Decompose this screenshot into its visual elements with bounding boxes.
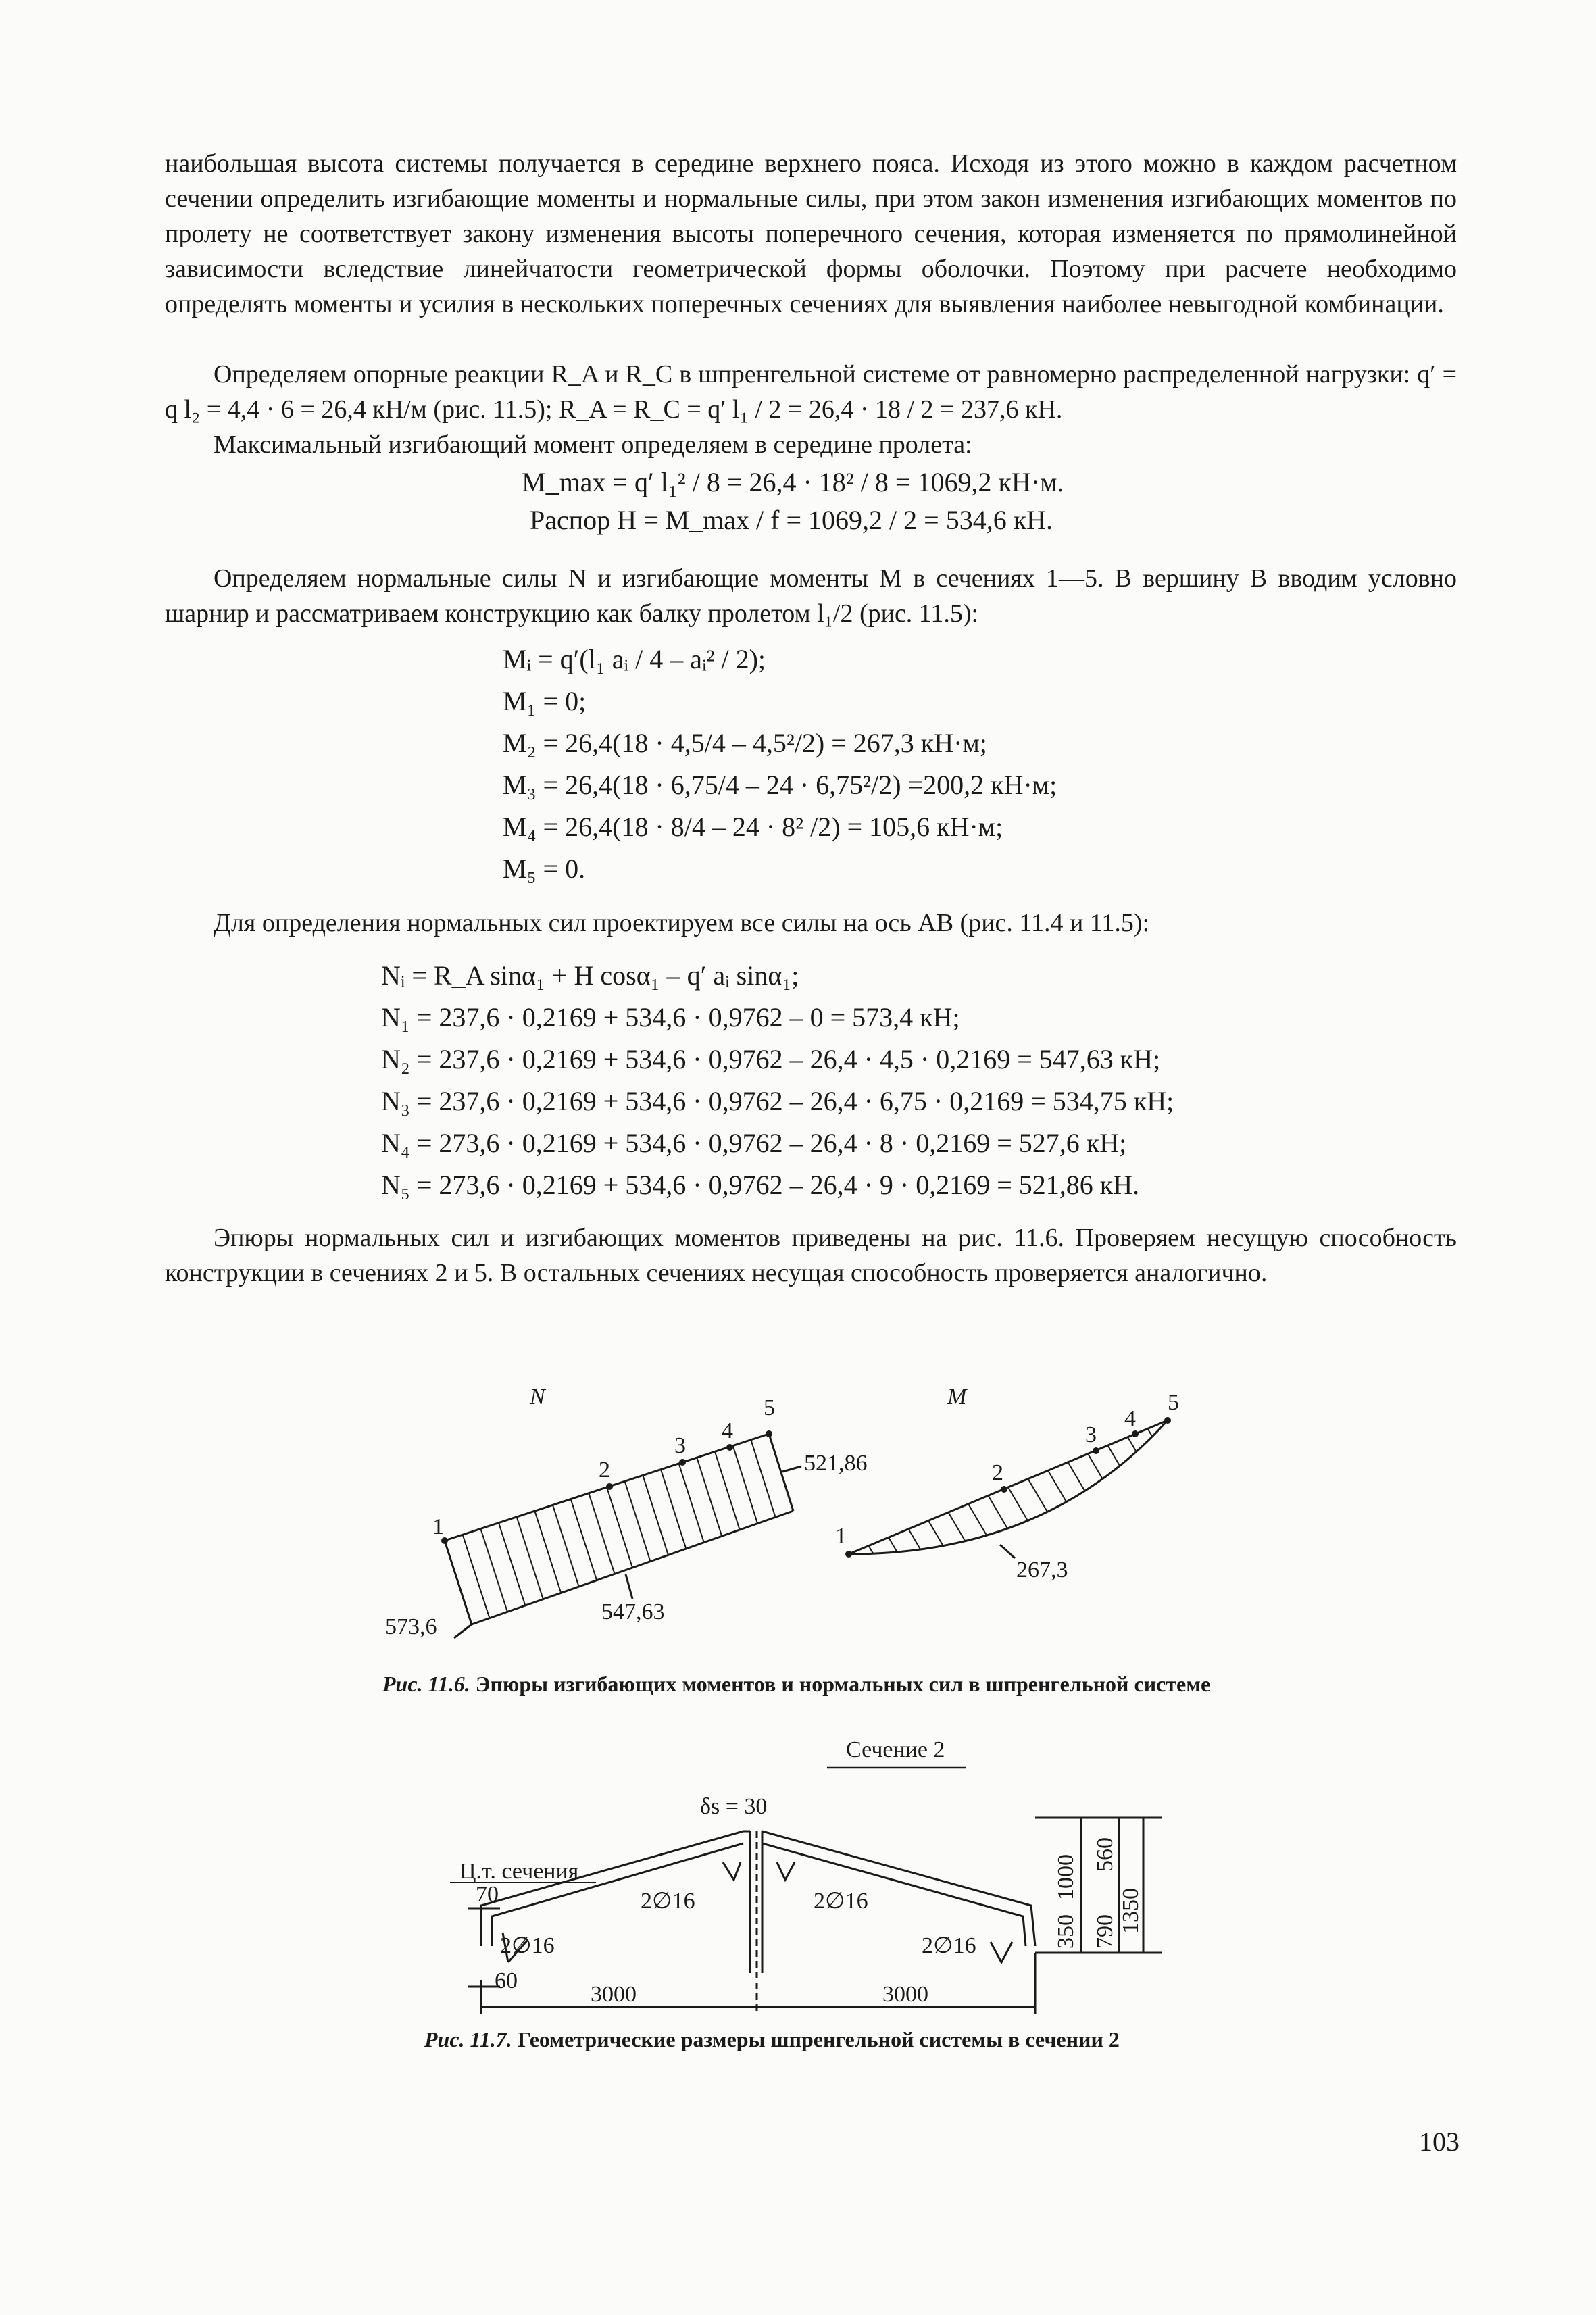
m-hatch-line xyxy=(989,1495,1008,1528)
m-value-leader xyxy=(1000,1545,1015,1558)
n-title: N xyxy=(530,1385,545,1410)
n-point-5 xyxy=(766,1430,772,1437)
paragraph-3: Максимальный изгибающий момент определяем в середине пролета: xyxy=(214,430,972,459)
n-hatch-line xyxy=(589,1493,614,1574)
formula-force-general: Nᵢ = R_A sinα₁ + H cosα₁ – q′ aᵢ sinα₁; xyxy=(381,960,799,991)
rebar-center-right-label: 2∅16 xyxy=(814,1889,868,1914)
m-point-2 xyxy=(1001,1486,1007,1493)
n-point-3 xyxy=(679,1459,686,1466)
n-right-leader xyxy=(782,1466,801,1472)
figure-11-7-caption-text: Геометрические размеры шпренгельной системы в сечении 2 xyxy=(517,2027,1120,2051)
paragraph-4: Определяем нормальные силы N и изгибающие моменты M в сечениях 1—5. В вершину B вводим условно шарнир и рассматриваем конструкцию как балку пролетом l₁/2 (рис. 11.5): xyxy=(165,564,1457,628)
formula-moment-4: M₄ = 26,4(18 · 8/4 – 24 · 8² /2) = 105,6 кН·м; xyxy=(503,812,1003,842)
n-label-1: 1 xyxy=(432,1514,444,1539)
m-label-1: 1 xyxy=(835,1524,847,1549)
center-left-hook xyxy=(723,1862,741,1880)
m-hatch-line xyxy=(1008,1487,1028,1521)
formula-raspor: Распор H = M_max / f = 1069,2 / 2 = 534,6 кН. xyxy=(530,505,1053,535)
n-point-2 xyxy=(606,1483,613,1490)
paragraph-6: Эпюры нормальных сил и изгибающих моментов приведены на рис. 11.6. Проверяем несущую способность конструкции в сечениях 2 и 5. В остальных сечениях несущая способность проверяется аналогично. xyxy=(165,1224,1457,1287)
formula-force-3: N₃ = 237,6 · 0,2169 + 534,6 · 0,9762 – 26,4 · 6,75 · 0,2169 = 534,75 кН; xyxy=(381,1086,1174,1116)
m-hatch-line xyxy=(968,1504,987,1535)
n-right-edge xyxy=(769,1434,793,1511)
n-hatch-line xyxy=(517,1517,543,1599)
n-hatch-line xyxy=(607,1487,632,1568)
m-hatch-line xyxy=(1088,1454,1103,1479)
m-hatch-line xyxy=(869,1546,874,1554)
formula-force-5: N₅ = 273,6 · 0,2169 + 534,6 · 0,9762 – 26,4 · 9 · 0,2169 = 521,86 кН. xyxy=(381,1170,1140,1200)
n-mid-value: 547,63 xyxy=(601,1599,665,1624)
formula-moment-3: M₃ = 26,4(18 · 6,75/4 – 24 · 6,75²/2) =200,2 кН·м; xyxy=(503,770,1057,800)
n-label-4: 4 xyxy=(722,1418,733,1443)
rebar-right-label: 2∅16 xyxy=(922,1933,976,1958)
span-left-label: 3000 xyxy=(591,1982,637,2007)
m-hatch-line xyxy=(1128,1437,1137,1452)
figure-11-6-caption xyxy=(382,1672,1210,1697)
m-hatch-line xyxy=(1028,1479,1048,1512)
m-hatch-line xyxy=(1148,1428,1153,1437)
dim-560: 560 xyxy=(1093,1837,1118,1872)
m-point-3 xyxy=(1093,1447,1099,1454)
center-right-hook xyxy=(777,1862,795,1880)
n-hatch-line xyxy=(679,1464,704,1543)
m-title: M xyxy=(947,1385,967,1410)
n-label-2: 2 xyxy=(599,1458,610,1483)
section-title: Сечение 2 xyxy=(846,1737,945,1762)
figure-11-7-caption-number: Рис. 11.7. xyxy=(424,2027,512,2051)
n-hatch-line xyxy=(463,1535,490,1618)
n-hatch-line xyxy=(715,1451,740,1530)
formula-moment-1: M₁ = 0; xyxy=(503,686,587,716)
n-hatch-line xyxy=(571,1499,597,1580)
n-label-5: 5 xyxy=(764,1395,775,1420)
n-label-3: 3 xyxy=(674,1433,686,1458)
m-hatch-line xyxy=(928,1521,943,1546)
page-number: 103 xyxy=(1419,2126,1460,2157)
shell-left-outer xyxy=(481,1831,750,1946)
m-point-5 xyxy=(1164,1417,1171,1424)
m-label-2: 2 xyxy=(992,1460,1003,1485)
n-hatching xyxy=(463,1440,776,1618)
m-point-4 xyxy=(1132,1430,1139,1437)
dim-1000: 1000 xyxy=(1053,1854,1078,1900)
formula-force-4: N₄ = 273,6 · 0,2169 + 534,6 · 0,9762 – 26,4 · 8 · 0,2169 = 527,6 кН; xyxy=(381,1128,1127,1158)
n-point-4 xyxy=(726,1444,733,1451)
paragraph-2: Определяем опорные реакции R_A и R_C в шпренгельной системе от равномерно распределенной нагрузки: q′ = q l₂ = 4,4 · 6 = 26,4 кН/м (рис. 11.5); R_A = R_C = q′ l₁ / 2 = 26,4 · 18 / 2 = 237,6 кН. xyxy=(165,360,1457,424)
formula-moment-5: M₅ = 0. xyxy=(503,853,586,884)
n-hatch-line xyxy=(553,1505,579,1587)
rebar-left-label: 2∅16 xyxy=(500,1933,555,1958)
n-left-value: 573,6 xyxy=(385,1614,437,1639)
n-hatch-line xyxy=(643,1475,668,1555)
m-label-5: 5 xyxy=(1168,1390,1179,1415)
n-hatch-line xyxy=(534,1511,561,1593)
dim-1350: 1350 xyxy=(1118,1888,1143,1934)
figure-11-6-caption-text: Эпюры изгибающих моментов и нормальных сил в шпренгельной системе xyxy=(475,1672,1211,1696)
n-left-leader xyxy=(454,1624,472,1638)
paragraph-1: наибольшая высота системы получается в середине верхнего пояса. Исходя из этого можно в каждом расчетном сечении определить изгибающие моменты и нормальные силы, при этом закон изменения изгибающих моментов по пролету не соответствует закону изменения высоты поперечного сечения, которая изменяется по прямолинейной зависимости вследствие линейчатости геометрической формы оболочки. Поэтому при расчете необходимо определять моменты и усилия в нескольких поперечных сечениях для выявления наиболее невыгодной комбинации. xyxy=(165,149,1457,318)
dim-350: 350 xyxy=(1053,1914,1078,1949)
formula-force-2: N₂ = 237,6 · 0,2169 + 534,6 · 0,9762 – 26,4 · 4,5 · 0,2169 = 547,63 кН; xyxy=(381,1044,1161,1074)
n-mid-leader xyxy=(626,1574,632,1599)
figure-11-6-diagram xyxy=(365,1372,1243,1656)
m-label-3: 3 xyxy=(1085,1422,1097,1447)
n-hatch-line xyxy=(751,1440,775,1518)
formula-moment-2: M₂ = 26,4(18 · 4,5/4 – 4,5²/2) = 267,3 кН·м; xyxy=(503,728,987,758)
shell-right-inner xyxy=(762,1843,1026,1946)
m-hatch-line xyxy=(1068,1462,1085,1491)
n-hatch-line xyxy=(625,1481,651,1561)
m-label-4: 4 xyxy=(1124,1406,1136,1431)
m-hatching xyxy=(869,1428,1153,1553)
rebar-center-left-label: 2∅16 xyxy=(641,1889,695,1914)
m-hatch-line xyxy=(889,1537,897,1552)
dim-790: 790 xyxy=(1093,1914,1118,1949)
delta-label: δs = 30 xyxy=(700,1794,768,1819)
n-right-value: 521,86 xyxy=(804,1451,868,1476)
formula-moment-general: Mᵢ = q′(l₁ aᵢ / 4 – aᵢ² / 2); xyxy=(503,644,766,674)
span-right-label: 3000 xyxy=(882,1982,928,2007)
shell-right-outer xyxy=(762,1831,1035,1946)
n-left-edge xyxy=(445,1541,472,1624)
dim-70: 70 xyxy=(476,1882,499,1907)
n-hatch-line xyxy=(697,1458,722,1536)
n-hatch-line xyxy=(480,1528,507,1612)
right-rebar-hook xyxy=(991,1942,1012,1962)
n-hatch-line xyxy=(733,1446,757,1524)
dim-60: 60 xyxy=(495,1968,518,1993)
m-hatch-line xyxy=(1048,1470,1066,1501)
paragraph-5: Для определения нормальных сил проектируем все силы на ось AB (рис. 11.4 и 11.5): xyxy=(214,909,1150,937)
m-hatch-line xyxy=(909,1529,921,1549)
formula-force-1: N₁ = 237,6 · 0,2169 + 534,6 · 0,9762 – 0 = 573,4 кН; xyxy=(381,1002,960,1032)
m-point-1 xyxy=(845,1551,852,1558)
m-value: 267,3 xyxy=(1016,1558,1068,1583)
figure-11-7-diagram xyxy=(419,1730,1216,2014)
figure-11-7-caption xyxy=(424,2027,1120,2052)
m-hatch-line xyxy=(1108,1445,1120,1466)
figure-11-6-caption-number: Рис. 11.6. xyxy=(382,1672,470,1696)
formula-mmax: M_max = q′ l₁² / 8 = 26,4 · 18² / 8 = 1069,2 кН·м. xyxy=(522,467,1064,497)
m-hatch-line xyxy=(949,1512,966,1541)
n-hatch-line xyxy=(661,1470,686,1549)
centroid-label: Ц.т. сечения xyxy=(459,1859,579,1884)
n-hatch-line xyxy=(499,1523,525,1605)
